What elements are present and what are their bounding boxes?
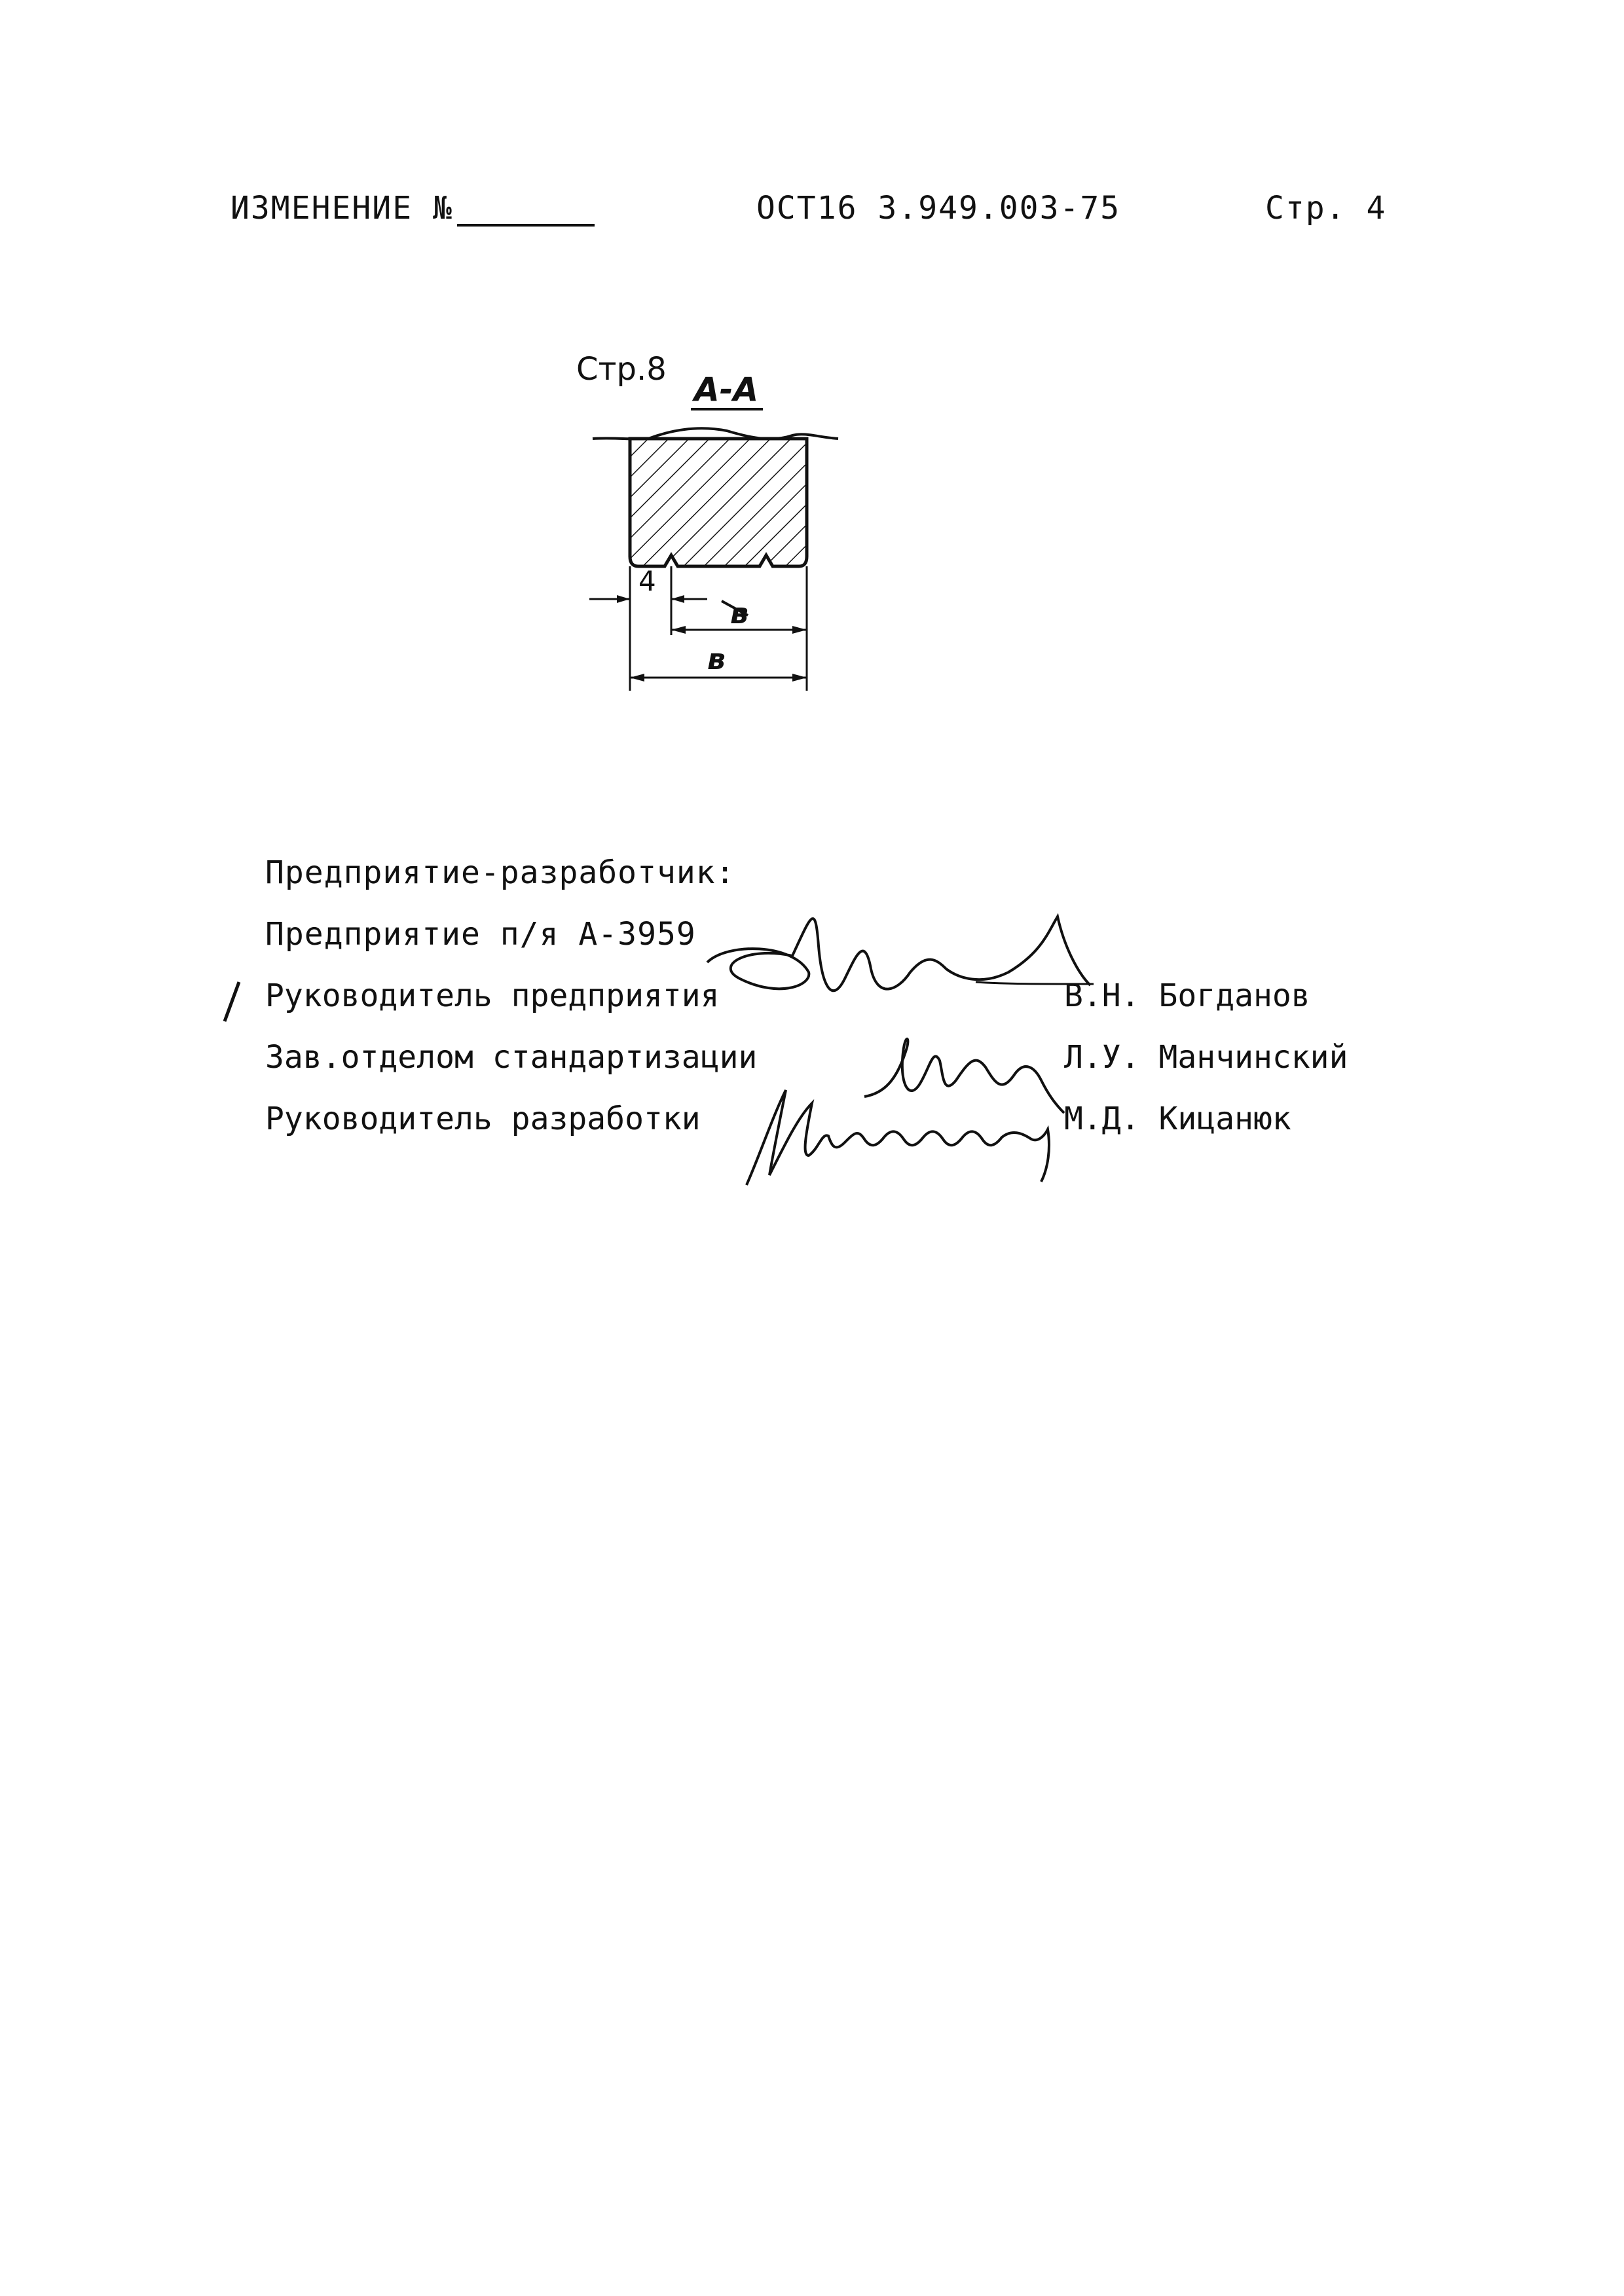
handwritten-signature-bogdanov — [701, 907, 1094, 1031]
margin-tick-mark — [219, 979, 246, 1025]
signature-role: Руководитель разработки — [265, 1101, 701, 1137]
dim-b-small-arrow-right — [792, 626, 807, 634]
dim-b-large-arrow-right — [792, 674, 807, 682]
dim-4-arrow — [617, 595, 630, 603]
change-label-text: ИЗМЕНЕНИЕ № — [231, 190, 453, 227]
page-number: Стр. 4 — [1265, 190, 1387, 227]
developer-enterprise: Предприятие п/я А-3959 — [265, 916, 696, 953]
standard-number: ОСТ16 3.949.003-75 — [756, 190, 1121, 227]
signature-role: Руководитель предприятия — [265, 977, 720, 1014]
dim-b-small-arrow-left — [671, 626, 686, 634]
hatched-section — [630, 439, 807, 566]
dim-b-large-arrow-left — [630, 674, 644, 682]
signature-role: Зав.отделом стандартизации — [265, 1039, 758, 1076]
handwritten-signature-kitsanyuk — [740, 1077, 1054, 1195]
drawing-page-ref: Стр.8 — [576, 351, 667, 388]
signature-name: Л.У. Манчинский — [1064, 1039, 1348, 1076]
section-drawing — [576, 347, 943, 714]
developer-heading: Предприятие-разработчик: — [265, 854, 735, 891]
dim-4-value: 4 — [638, 565, 656, 597]
section-drawing-svg — [576, 347, 943, 714]
signature-name: М.Д. Кицанюк — [1064, 1101, 1291, 1137]
change-label — [231, 190, 595, 227]
dim-b-small-value: в — [730, 597, 748, 630]
dim-4-right-arrow — [671, 595, 684, 603]
change-number-blank — [457, 198, 595, 227]
signature-name: В.Н. Богданов — [1064, 977, 1310, 1014]
dim-b-large-value: в — [707, 643, 726, 676]
section-label: А-А — [694, 371, 759, 409]
